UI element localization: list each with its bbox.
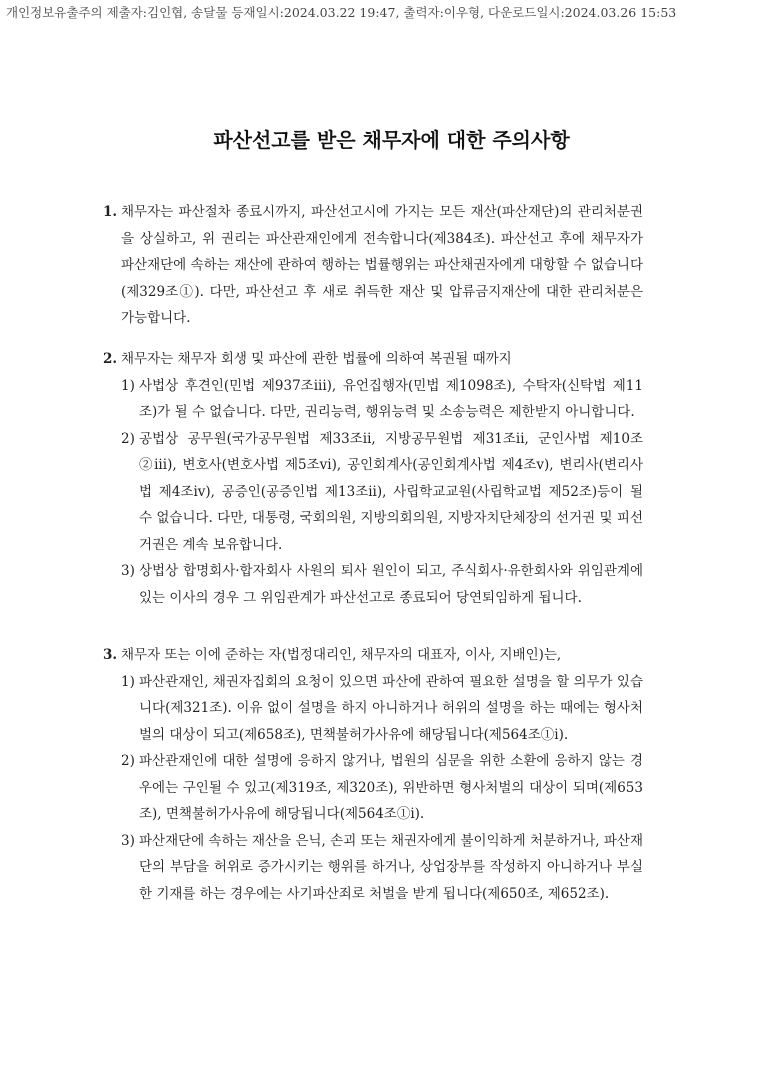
item-text: 공법상 공무원(국가공무원법 제33조ii, 지방공무원법 제31조ii, 군인사법 제10조②iii), 변호사(변호사법 제5조vi), 공인회계사(공인회계사법 제4조v), 변리사(변리사법 제4조iv), 공증인(공증인법 제13조ii), 사립학교교원(사립학교법 제52조)등이 될 수 없습니다. 다만, 대통령, 국회의원, 지방의회의원, 지방자치단체장의 선거권 및 피선거권은 계속 보유합니다. bbox=[139, 430, 643, 553]
item-number: 1) bbox=[121, 377, 135, 394]
list-item bbox=[103, 748, 643, 828]
section-heading bbox=[103, 346, 643, 373]
section-number: 3. bbox=[103, 647, 118, 663]
section-text: 채무자 또는 이에 준하는 자(법정대리인, 채무자의 대표자, 이사, 지배인)는, bbox=[121, 647, 562, 663]
sub-item-list bbox=[103, 669, 643, 908]
item-text: 상법상 합명회사·합자회사 사원의 퇴사 원인이 되고, 주식회사·유한회사와 위임관계에 있는 이사의 경우 그 위임관계가 파산선고로 종료되어 당연퇴임하게 됩니다. bbox=[139, 563, 643, 606]
item-text: 파산관재인에 대한 설명에 응하지 않거나, 법원의 심문을 위한 소환에 응하지 않는 경우에는 구인될 수 있고(제319조, 제320조), 위반하면 형사처벌의 대상이 되며(제653조), 면책불허가사유에 해당됩니다(제564조①i). bbox=[139, 753, 643, 822]
item-number: 3) bbox=[121, 563, 135, 579]
section-number: 1. bbox=[103, 204, 118, 220]
list-item bbox=[103, 373, 643, 426]
section-heading bbox=[103, 199, 643, 332]
list-item bbox=[103, 828, 643, 908]
section-text: 채무자는 채무자 회생 및 파산에 관한 법률에 의하여 복권될 때까지 bbox=[121, 351, 512, 367]
section-number: 2. bbox=[103, 351, 118, 367]
sub-item-list bbox=[103, 373, 643, 612]
item-number: 1) bbox=[121, 673, 135, 690]
item-text: 사법상 후견인(민법 제937조iii), 유언집행자(민법 제1098조), 수탁자(신탁법 제11조)가 될 수 없습니다. 다만, 권리능력, 행위능력 및 소송능력은 제한받지 아니합니다. bbox=[139, 377, 643, 420]
section-3 bbox=[103, 642, 643, 907]
list-item bbox=[103, 558, 643, 611]
item-number: 2) bbox=[121, 753, 135, 769]
item-text: 파산재단에 속하는 재산을 은닉, 손괴 또는 채권자에게 불이익하게 처분하거나, 파산재단의 부담을 허위로 증가시키는 행위를 하거나, 상업장부를 작성하지 아니하거나 부실한 기재를 하는 경우에는 사기파산죄로 처벌을 받게 됩니다(제650조, 제652조). bbox=[139, 832, 643, 902]
item-text: 파산관재인, 채권자집회의 요청이 있으면 파산에 관하여 필요한 설명을 할 의무가 있습니다(제321조). 이유 없이 설명을 하지 아니하거나 허위의 설명을 하는 때에는 형사처벌의 대상이 되고(제658조), 면책불허가사유에 해당됩니다(제564조①i). bbox=[139, 673, 643, 743]
section-1 bbox=[103, 199, 643, 332]
document-title: 파산선고를 받은 채무자에 대한 주의사항 bbox=[213, 128, 570, 152]
section-2 bbox=[103, 346, 643, 611]
list-item bbox=[103, 426, 643, 559]
section-heading bbox=[103, 642, 643, 669]
list-item bbox=[103, 669, 643, 749]
item-number: 2) bbox=[121, 430, 135, 447]
section-text: 채무자는 파산절차 종료시까지, 파산선고시에 가지는 모든 재산(파산재단)의 관리처분권을 상실하고, 위 권리는 파산관재인에게 전속합니다(제384조). 파산선고 후에 채무자가 파산재단에 속하는 재산에 관하여 행하는 법률행위는 파산채권자에게 대항할 수 없습니다(제329조①). 다만, 파산선고 후 새로 취득한 재산 및 압류금지재산에 대한 관리처분은 가능합니다. bbox=[121, 204, 643, 326]
header-watermark-text: 개인정보유출주의 제출자:김인협, 송달물 등재일시:2024.03.22 19:47, 출력자:이우형, 다운로드일시:2024.03.26 15:53 bbox=[6, 5, 677, 20]
item-number: 3) bbox=[121, 832, 135, 849]
